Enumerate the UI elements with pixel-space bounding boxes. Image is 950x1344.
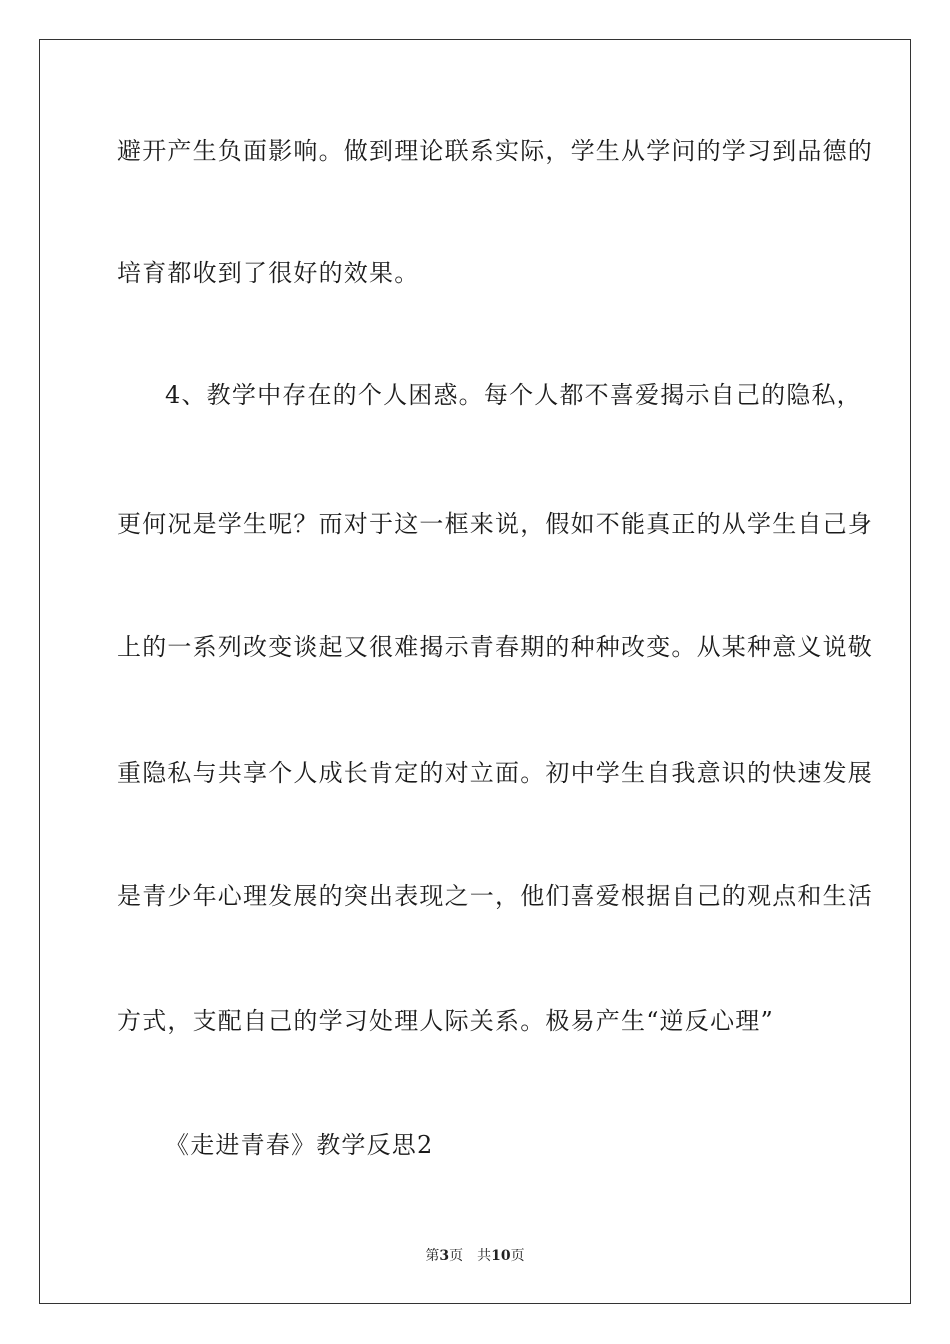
body-line-6: 重隐私与共享个人成长肯定的对立面。初中学生自我意识的快速发展	[117, 759, 873, 787]
body-line-5: 上的一系列改变谈起又很难揭示青春期的种种改变。从某种意义说敬	[117, 633, 873, 661]
footer-page-total: 10	[491, 1248, 511, 1264]
body-line-3: 4、教学中存在的个人困惑。每个人都不喜爱揭示自己的隐私，	[165, 381, 862, 409]
body-line-2: 培育都收到了很好的效果。	[117, 259, 420, 287]
page-border	[39, 39, 911, 1304]
footer-total-prefix: 共	[477, 1248, 492, 1264]
footer-total-suffix: 页	[510, 1248, 525, 1264]
footer-page-current: 3	[439, 1248, 450, 1264]
body-line-8: 方式，支配自己的学习处理人际关系。极易产生“逆反心理”	[117, 1007, 774, 1035]
section-title: 《走进青春》教学反思2	[165, 1131, 434, 1159]
footer-page-prefix: 第	[425, 1248, 440, 1264]
body-line-4: 更何况是学生呢？而对于这一框来说，假如不能真正的从学生自己身	[117, 510, 873, 538]
body-line-7: 是青少年心理发展的突出表现之一，他们喜爱根据自己的观点和生活	[117, 882, 873, 910]
body-line-1: 避开产生负面影响。做到理论联系实际，学生从学问的学习到品德的	[117, 137, 873, 165]
footer-page-suffix: 页	[449, 1248, 464, 1264]
page-footer	[0, 1246, 950, 1266]
